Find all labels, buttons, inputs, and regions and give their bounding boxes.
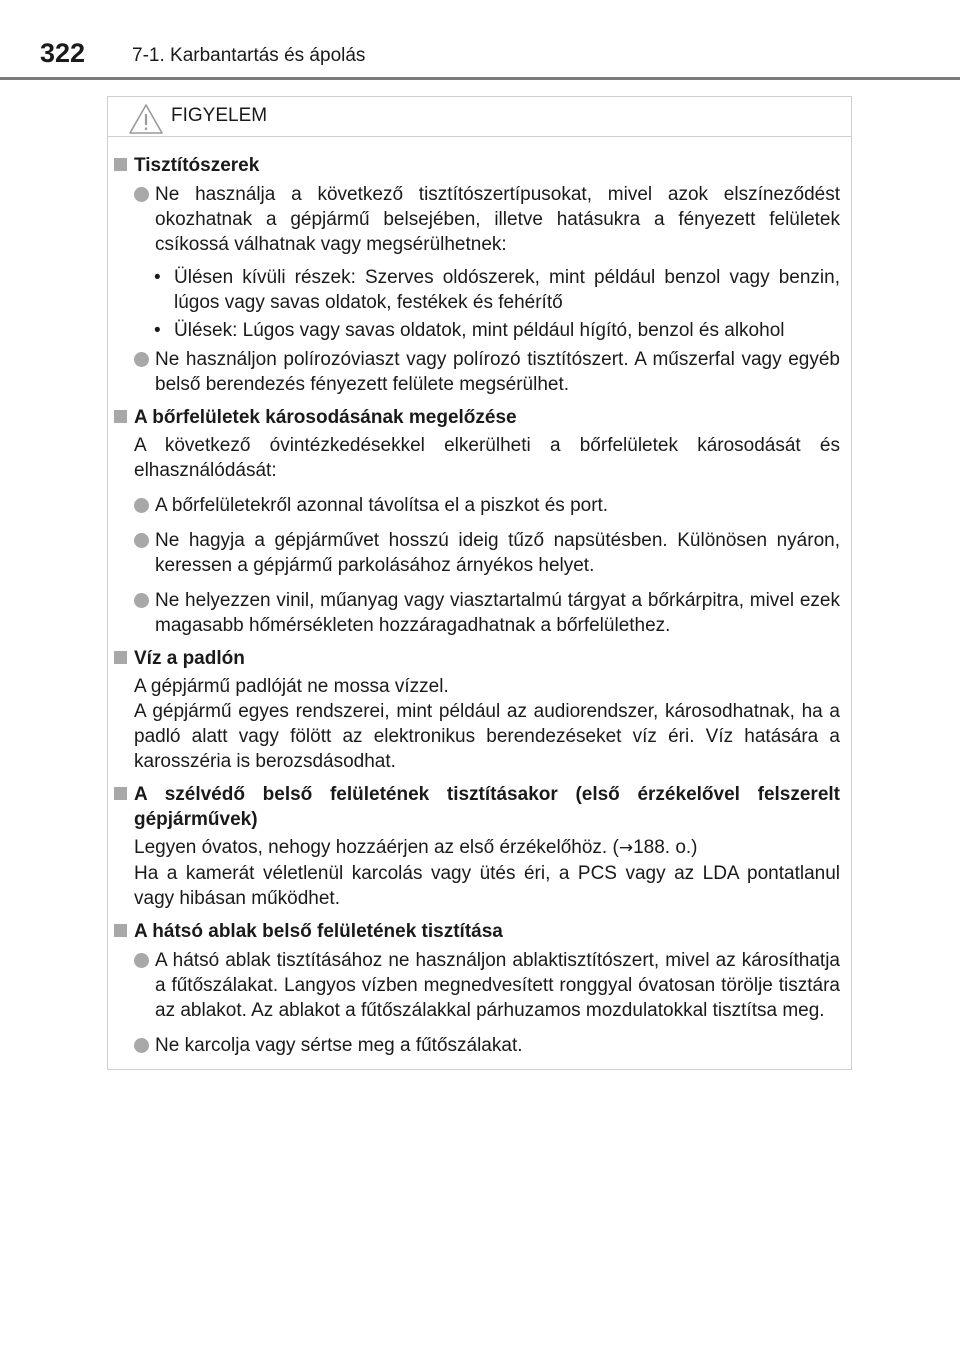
section-paragraph: A gépjármű egyes rendszerei, mint például az audiorendszer, károsodhatnak, ha a padló alatt vagy fölött az elektronikus berendezéseket víz éri. Víz hatására a karosszéria is berozsdásodhat.: [134, 701, 840, 772]
bullet-item: Ne használjon polírozóviaszt vagy polírozó tisztítószert. A műszerfal vagy egyéb belső berendezés fényezett felülete megsérülhet.: [134, 347, 840, 397]
warning-box: [107, 96, 852, 1070]
section-water-floor: [108, 646, 851, 774]
round-bullet-icon: [134, 352, 149, 367]
section-heading: Víz a padlón: [134, 646, 840, 671]
section-paragraph: Legyen óvatos, nehogy hozzáérjen az első érzékelőhöz. (→188. o.): [134, 837, 698, 858]
bullet-item: A bőrfelületekről azonnal távolítsa el a piszkot és port.: [134, 493, 840, 518]
round-bullet-icon: [134, 953, 149, 968]
section-paragraph: A gépjármű padlóját ne mossa vízzel.: [134, 676, 449, 697]
square-bullet-icon: [114, 787, 127, 800]
section-heading: Tisztítószerek: [134, 153, 840, 178]
round-bullet-icon: [134, 593, 149, 608]
section-heading: A hátsó ablak belső felületének tisztítása: [134, 919, 840, 944]
section-paragraph: A következő óvintézkedésekkel elkerülheti a bőrfelületek károsodását és elhasználódását:: [134, 435, 840, 481]
square-bullet-icon: [114, 158, 127, 171]
section-leather-care: [108, 405, 851, 638]
bullet-item: A hátsó ablak tisztításához ne használjon ablaktisztítószert, mivel az károsíthatja a fűtőszálakat. Langyos vízben megnedvesített ronggyal óvatosan törölje tisztára az ablakot. Az ablakot a fűtőszálakkal párhuzamos mozdulatokkal tisztítsa meg.: [134, 948, 840, 1023]
round-bullet-icon: [134, 498, 149, 513]
bullet-item: Ne helyezzen vinil, műanyag vagy viasztartalmú tárgyat a bőrkárpitra, mivel ezek magasabb hőmérsékleten hozzáragadhatnak a bőrfelülethez.: [134, 588, 840, 638]
section-heading: A bőrfelületek károsodásának megelőzése: [134, 405, 840, 430]
page-header: [0, 0, 960, 80]
round-bullet-icon: [134, 533, 149, 548]
bullet-item: Ne használja a következő tisztítószertípusokat, mivel azok elszíneződést okozhatnak a gépjármű belsejében, illetve hatásukra a fényezett felületek csíkossá válhatnak vagy megsérülhetnek:: [134, 182, 840, 257]
warning-header: [108, 97, 851, 137]
square-bullet-icon: [114, 651, 127, 664]
sub-bullet-icon: •: [154, 267, 161, 288]
section-rear-window: [108, 919, 851, 1058]
square-bullet-icon: [114, 410, 127, 423]
chapter-title: 7-1. Karbantartás és ápolás: [132, 45, 366, 66]
sub-item: • Ülésen kívüli részek: Szerves oldószerek, mint például benzol vagy benzin, lúgos vagy savas oldatok, festékek és fehérítő: [154, 267, 840, 313]
warning-content: [108, 153, 851, 1066]
page-reference: 188. o.): [633, 837, 698, 858]
section-windshield: [108, 782, 851, 911]
header-rule: [0, 77, 960, 80]
warning-triangle-icon: [128, 103, 164, 135]
bullet-item: Ne hagyja a gépjárművet hosszú ideig tűző napsütésben. Különösen nyáron, keressen a gépjármű parkolásához árnyékos helyet.: [134, 528, 840, 578]
section-paragraph: Ha a kamerát véletlenül karcolás vagy ütés éri, a PCS vagy az LDA pontatlanul vagy hibásan működhet.: [134, 863, 840, 909]
sub-bullet-icon: •: [154, 320, 161, 341]
section-cleaning-agents: [108, 153, 851, 397]
sub-item: • Ülések: Lúgos vagy savas oldatok, mint például hígító, benzol és alkohol: [154, 320, 785, 341]
warning-title: FIGYELEM: [171, 105, 268, 126]
page-number: 322: [40, 38, 86, 68]
arrow-right-icon: →: [618, 838, 634, 858]
bullet-item: Ne karcolja vagy sértse meg a fűtőszálakat.: [134, 1033, 840, 1058]
round-bullet-icon: [134, 1038, 149, 1053]
section-heading: A szélvédő belső felületének tisztításakor (első érzékelővel felszerelt gépjárművek): [134, 782, 840, 832]
square-bullet-icon: [114, 924, 127, 937]
round-bullet-icon: [134, 187, 149, 202]
